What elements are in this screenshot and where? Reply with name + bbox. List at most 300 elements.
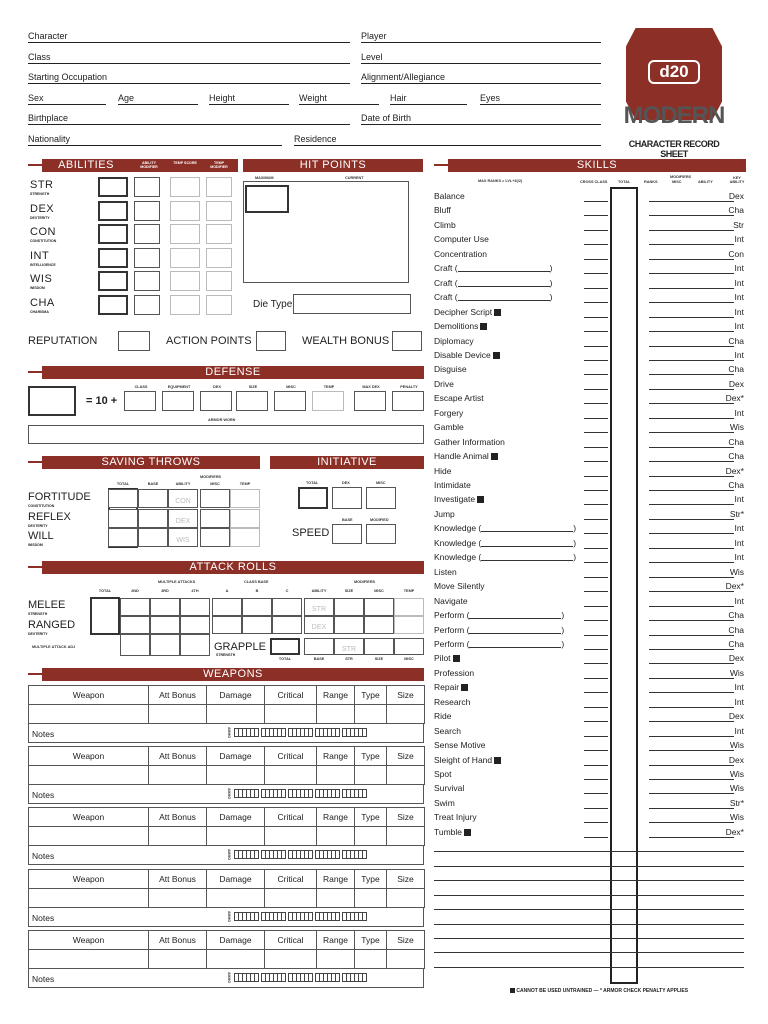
hit-points-title: HIT POINTS <box>243 159 423 172</box>
defense-input-3[interactable] <box>236 391 268 411</box>
skill-row[interactable] <box>434 536 744 551</box>
header-field-13[interactable] <box>361 124 601 125</box>
init-dex-input[interactable] <box>332 487 362 509</box>
ability-modifier-input[interactable] <box>134 271 160 291</box>
grapple-cell[interactable] <box>334 638 364 655</box>
temp-modifier-input[interactable] <box>206 177 232 197</box>
ability-abbr-5: CHA <box>30 296 55 309</box>
weapon-value-cell[interactable] <box>148 949 207 969</box>
skill-row[interactable] <box>434 290 744 305</box>
grapple-cell[interactable] <box>304 638 334 655</box>
skill-key-ability-41: Wis <box>729 783 744 794</box>
weapon-value-cell[interactable] <box>264 765 317 785</box>
weapon-value-cell[interactable] <box>148 765 207 785</box>
save-cell[interactable] <box>138 528 168 547</box>
weapon-value-cell[interactable] <box>206 704 265 724</box>
skill-name-wrap <box>434 726 461 736</box>
defense-input-5[interactable] <box>312 391 344 411</box>
weapon-value-cell[interactable] <box>354 704 387 724</box>
skill-row[interactable] <box>434 478 744 493</box>
header-field-2[interactable] <box>28 63 350 64</box>
temp-modifier-input[interactable] <box>206 224 232 244</box>
ability-modifier-input[interactable] <box>134 224 160 244</box>
defense-total-input[interactable] <box>28 386 76 416</box>
skill-mod-line <box>649 403 734 404</box>
attack-cell[interactable] <box>120 616 150 634</box>
save-cell[interactable] <box>108 489 138 508</box>
skill-name-wrap <box>434 697 470 707</box>
skill-cross-class-line <box>584 432 608 433</box>
ability-modifier-input[interactable] <box>134 177 160 197</box>
ammo-box[interactable] <box>281 912 286 921</box>
weapon-notes[interactable] <box>28 784 424 804</box>
weapon-header-cell <box>386 869 425 889</box>
save-cell[interactable] <box>200 528 230 547</box>
weapon-value-cell[interactable] <box>28 888 149 908</box>
ability-score-input[interactable] <box>98 248 128 268</box>
weapon-value-cell[interactable] <box>316 704 355 724</box>
ammo-box[interactable] <box>308 973 313 982</box>
weapon-value-cell[interactable] <box>354 949 387 969</box>
skill-specialty-input[interactable] <box>458 279 550 287</box>
save-cell[interactable] <box>200 489 230 508</box>
header-field-11[interactable] <box>480 104 601 105</box>
blank-skill-line[interactable] <box>434 967 744 968</box>
skill-row[interactable] <box>434 709 744 724</box>
skill-name-6: Craft ( <box>434 277 458 288</box>
skill-row[interactable] <box>434 203 744 218</box>
ammo-tracker[interactable] <box>235 850 370 859</box>
grapple-cell[interactable] <box>364 638 394 655</box>
defense-input-7[interactable] <box>392 391 424 411</box>
skills-footer-text: CANNOT BE USED UNTRAINED — * ARMOR CHECK PENALTY APPLIES <box>516 988 689 994</box>
header-field-3[interactable] <box>361 63 601 64</box>
temp-score-input[interactable] <box>170 271 200 291</box>
save-cell[interactable] <box>168 489 198 508</box>
weapon-col-6: Size <box>397 690 414 700</box>
hp-max-input[interactable] <box>245 185 289 213</box>
untrained-marker-icon <box>494 309 501 316</box>
save-cell[interactable] <box>230 489 260 508</box>
weapon-value-cell[interactable] <box>28 826 149 846</box>
skill-row[interactable] <box>434 435 744 450</box>
skill-row[interactable] <box>434 608 744 623</box>
header-field-0[interactable] <box>28 42 350 43</box>
speed-modified-input[interactable] <box>366 524 396 544</box>
skill-name-8: Decipher Script <box>434 306 493 317</box>
skill-row[interactable] <box>434 666 744 681</box>
blank-skill-line[interactable] <box>434 866 744 867</box>
save-cell[interactable] <box>138 509 168 528</box>
defense-input-2[interactable] <box>200 391 232 411</box>
skill-row[interactable] <box>434 276 744 291</box>
weapon-value-cell[interactable] <box>386 765 425 785</box>
weapon-value-cell[interactable] <box>264 704 317 724</box>
skill-row[interactable] <box>434 464 744 479</box>
save-cell[interactable] <box>168 528 198 547</box>
save-cell[interactable] <box>230 528 260 547</box>
weapon-value-cell[interactable] <box>264 826 317 846</box>
weapon-notes[interactable] <box>28 723 424 743</box>
ammo-box[interactable] <box>254 789 259 798</box>
ammo-tracker[interactable] <box>235 912 370 921</box>
skill-name-36: Ride <box>434 711 452 722</box>
skill-row[interactable] <box>434 521 744 536</box>
header-field-8[interactable] <box>209 104 289 105</box>
skill-name-wrap <box>434 393 484 403</box>
wealth-bonus-label: WEALTH BONUS <box>302 335 390 347</box>
save-cell[interactable] <box>168 509 198 528</box>
skill-row[interactable] <box>434 247 744 262</box>
multiple-attacks-label: MULTIPLE ATTACKS <box>158 580 196 584</box>
skill-key-ability-36: Dex <box>728 711 744 722</box>
skill-row[interactable] <box>434 507 744 522</box>
skill-row[interactable] <box>434 695 744 710</box>
untrained-marker-icon <box>461 684 468 691</box>
skill-mod-line <box>649 317 734 318</box>
untrained-marker-icon <box>477 496 484 503</box>
skill-row[interactable] <box>434 738 744 753</box>
save-cell[interactable] <box>200 509 230 528</box>
skill-row[interactable] <box>434 781 744 796</box>
grapple-total-input[interactable] <box>270 638 300 655</box>
defense-input-1[interactable] <box>162 391 194 411</box>
attack-cell[interactable] <box>242 616 272 634</box>
header-field-5[interactable] <box>361 83 601 84</box>
attack-cell[interactable] <box>364 616 394 634</box>
header-field-14[interactable] <box>28 145 282 146</box>
skill-row[interactable] <box>434 305 744 320</box>
blank-skill-line[interactable] <box>434 952 744 953</box>
skill-row[interactable] <box>434 377 744 392</box>
temp-score-input[interactable] <box>170 248 200 268</box>
attack-cell[interactable] <box>180 616 210 634</box>
ammo-box[interactable] <box>335 728 340 737</box>
attack-cell[interactable] <box>212 598 242 616</box>
attack-cell[interactable] <box>304 616 334 634</box>
skill-row[interactable] <box>434 594 744 609</box>
temp-score-input[interactable] <box>170 295 200 315</box>
attack-cell[interactable] <box>150 598 180 616</box>
ammo-box[interactable] <box>335 789 340 798</box>
header-field-10[interactable] <box>390 104 467 105</box>
skill-name-13: Drive <box>434 378 454 389</box>
skill-row[interactable] <box>434 637 744 652</box>
weapon-value-cell[interactable] <box>264 888 317 908</box>
action-points-input[interactable] <box>256 331 286 351</box>
blank-skill-line[interactable] <box>434 938 744 939</box>
skill-specialty-input[interactable] <box>469 626 561 634</box>
ranged-sub: DEXTERITY <box>28 632 48 636</box>
skill-row[interactable] <box>434 362 744 377</box>
skill-row[interactable] <box>434 391 744 406</box>
blank-skill-line[interactable] <box>434 851 744 852</box>
skill-mod-line <box>649 432 734 433</box>
temp-score-input[interactable] <box>170 201 200 221</box>
ammo-box[interactable] <box>335 912 340 921</box>
ammo-box[interactable] <box>335 973 340 982</box>
multiple-attack-adj-input[interactable] <box>120 634 150 656</box>
ammo-box[interactable] <box>308 850 313 859</box>
skill-row[interactable] <box>434 492 744 507</box>
attack-cell[interactable] <box>394 598 424 616</box>
attack-cell[interactable] <box>334 616 364 634</box>
weapon-value-cell[interactable] <box>264 949 317 969</box>
skill-cross-class-line <box>584 692 608 693</box>
skill-cross-class-line <box>584 230 608 231</box>
weapon-value-cell[interactable] <box>148 888 207 908</box>
weapon-value-cell[interactable] <box>316 765 355 785</box>
ability-score-input[interactable] <box>98 177 128 197</box>
weapon-value-cell[interactable] <box>316 826 355 846</box>
skill-cross-class-line <box>584 765 608 766</box>
header-field-15[interactable] <box>294 145 601 146</box>
ammo-box[interactable] <box>254 973 259 982</box>
weapon-col-4: Range <box>322 812 349 823</box>
skill-row[interactable] <box>434 680 744 695</box>
defense-col-1: EQUIPMENT <box>167 385 191 389</box>
temp-modifier-input[interactable] <box>206 295 232 315</box>
header-field-12[interactable] <box>28 124 350 125</box>
ammo-box[interactable] <box>362 728 367 737</box>
attack-cell[interactable] <box>334 598 364 616</box>
attack-cell[interactable] <box>272 616 302 634</box>
skill-row[interactable] <box>434 753 744 768</box>
ammo-box[interactable] <box>362 789 367 798</box>
ammo-tracker[interactable] <box>235 973 370 982</box>
skill-row[interactable] <box>434 218 744 233</box>
skill-row[interactable] <box>434 579 744 594</box>
skill-row[interactable] <box>434 565 744 580</box>
blank-skill-line[interactable] <box>434 924 744 925</box>
attack-cell[interactable] <box>394 616 424 634</box>
weapon-value-cell[interactable] <box>354 826 387 846</box>
skill-name-14: Escape Artist <box>434 393 484 404</box>
skill-row[interactable] <box>434 406 744 421</box>
logo-brand: MODERN <box>623 102 725 129</box>
ammo-box[interactable] <box>362 850 367 859</box>
skill-mod-line <box>649 750 734 751</box>
ammo-box[interactable] <box>254 912 259 921</box>
init-misc-input[interactable] <box>366 487 396 509</box>
die-type-input[interactable] <box>293 294 411 314</box>
ammo-box[interactable] <box>254 850 259 859</box>
multiple-attack-adj-input[interactable] <box>180 634 210 656</box>
skill-specialty-input[interactable] <box>458 264 550 272</box>
ammo-box[interactable] <box>362 912 367 921</box>
weapon-value-cell[interactable] <box>206 949 265 969</box>
header-label-5: Alignment/Allegiance <box>361 72 448 82</box>
header-field-4[interactable] <box>28 83 350 84</box>
ammo-box[interactable] <box>281 850 286 859</box>
ability-sub-3: INTELLIGENCE <box>30 262 56 267</box>
skills-col-ability: ABILITY <box>698 180 713 184</box>
skill-name-wrap <box>434 466 451 476</box>
skill-mod-line <box>649 765 734 766</box>
ammo-box[interactable] <box>254 728 259 737</box>
skill-row[interactable] <box>434 796 744 811</box>
ammo-group <box>262 850 286 859</box>
ammo-box[interactable] <box>362 973 367 982</box>
header-field-7[interactable] <box>118 104 198 105</box>
defense-input-0[interactable] <box>124 391 156 411</box>
temp-score-input[interactable] <box>170 224 200 244</box>
attack-cell[interactable] <box>212 616 242 634</box>
weapon-col-2: Damage <box>219 690 252 700</box>
weapon-value-cell[interactable] <box>386 704 425 724</box>
ability-score-input[interactable] <box>98 271 128 291</box>
weapon-value-cell[interactable] <box>28 765 149 785</box>
skill-name-wrap <box>434 205 451 215</box>
weapon-value-cell[interactable] <box>28 949 149 969</box>
weapon-value-cell[interactable] <box>148 826 207 846</box>
speed-base-input[interactable] <box>332 524 362 544</box>
skill-row[interactable] <box>434 319 744 334</box>
skill-row[interactable] <box>434 623 744 638</box>
skill-row[interactable] <box>434 449 744 464</box>
temp-score-input[interactable] <box>170 177 200 197</box>
weapon-notes[interactable] <box>28 845 424 865</box>
ability-score-input[interactable] <box>98 295 128 315</box>
skill-row[interactable] <box>434 232 744 247</box>
armor-worn-input[interactable] <box>28 425 424 444</box>
weapon-value-cell[interactable] <box>386 826 425 846</box>
attack-cell[interactable] <box>304 598 334 616</box>
skill-name-wrap <box>434 827 471 837</box>
weapon-value-cell[interactable] <box>206 826 265 846</box>
init-total-input[interactable] <box>298 487 328 509</box>
multiple-attack-adj-input[interactable] <box>150 634 180 656</box>
ammo-tracker[interactable] <box>235 728 370 737</box>
skill-cross-class-line <box>584 519 608 520</box>
ability-modifier-input[interactable] <box>134 248 160 268</box>
skill-row[interactable] <box>434 189 744 204</box>
defense-input-6[interactable] <box>354 391 386 411</box>
weapon-value-cell[interactable] <box>148 704 207 724</box>
skill-name-wrap: Knowledge ( ) <box>434 537 577 548</box>
blank-skill-line[interactable] <box>434 909 744 910</box>
reputation-input[interactable] <box>118 331 150 351</box>
grapple-cell[interactable] <box>394 638 424 655</box>
skill-row[interactable] <box>434 420 744 435</box>
attack-cell[interactable] <box>180 598 210 616</box>
temp-modifier-input[interactable] <box>206 271 232 291</box>
skill-name-wrap <box>434 422 464 432</box>
skill-mod-line <box>649 259 734 260</box>
skill-row[interactable] <box>434 724 744 739</box>
save-cell[interactable] <box>230 509 260 528</box>
weapon-notes[interactable] <box>28 907 424 927</box>
attack-cell[interactable] <box>272 598 302 616</box>
ammo-label: AMMO <box>227 788 231 800</box>
header-field-6[interactable] <box>28 104 106 105</box>
weapon-value-cell[interactable] <box>316 888 355 908</box>
skill-row[interactable] <box>434 810 744 825</box>
skill-name-10: Diplomacy <box>434 335 474 346</box>
skill-specialty-input[interactable] <box>469 640 561 648</box>
skill-cross-class-line <box>584 374 608 375</box>
weapon-value-cell[interactable] <box>28 704 149 724</box>
attack-cell[interactable] <box>364 598 394 616</box>
ammo-box[interactable] <box>308 912 313 921</box>
ammo-box[interactable] <box>281 789 286 798</box>
ammo-box[interactable] <box>308 789 313 798</box>
header-field-1[interactable] <box>361 42 601 43</box>
skill-specialty-input[interactable] <box>469 611 561 619</box>
skills-footer <box>508 988 688 994</box>
skill-specialty-input[interactable] <box>458 293 550 301</box>
skill-specialty-input[interactable] <box>481 553 573 561</box>
weapon-value-cell[interactable] <box>206 888 265 908</box>
ammo-group <box>289 850 313 859</box>
skill-row[interactable] <box>434 550 744 565</box>
save-cell[interactable] <box>138 489 168 508</box>
skill-specialty-input[interactable] <box>481 539 573 547</box>
attack-ability-0: STR <box>312 606 326 613</box>
skill-cross-class-line <box>584 244 608 245</box>
weapon-value-cell[interactable] <box>354 765 387 785</box>
attack-cell[interactable] <box>242 598 272 616</box>
skill-mod-line <box>649 302 734 303</box>
weapon-block <box>28 869 424 929</box>
save-cell[interactable] <box>108 528 138 547</box>
ammo-box[interactable] <box>281 973 286 982</box>
ammo-box[interactable] <box>335 850 340 859</box>
skill-row[interactable] <box>434 767 744 782</box>
ammo-box[interactable] <box>281 728 286 737</box>
ability-modifier-input[interactable] <box>134 295 160 315</box>
skill-row[interactable] <box>434 651 744 666</box>
defense-input-4[interactable] <box>274 391 306 411</box>
skill-row[interactable] <box>434 825 744 840</box>
skill-mod-line <box>649 591 734 592</box>
skill-row[interactable] <box>434 334 744 349</box>
weapon-value-cell[interactable] <box>386 949 425 969</box>
skill-row[interactable] <box>434 348 744 363</box>
temp-modifier-input[interactable] <box>206 248 232 268</box>
ability-score-input[interactable] <box>98 224 128 244</box>
skill-row[interactable] <box>434 261 744 276</box>
header-field-9[interactable] <box>299 104 379 105</box>
ammo-tracker[interactable] <box>235 789 370 798</box>
weapon-block <box>28 685 424 745</box>
temp-modifier-input[interactable] <box>206 201 232 221</box>
ammo-box[interactable] <box>308 728 313 737</box>
ability-modifier-input[interactable] <box>134 201 160 221</box>
weapon-value-cell[interactable] <box>316 949 355 969</box>
weapon-value-cell[interactable] <box>354 888 387 908</box>
weapon-notes[interactable] <box>28 968 424 988</box>
blank-skill-line[interactable] <box>434 880 744 881</box>
attack-cell[interactable] <box>120 598 150 616</box>
skill-specialty-input[interactable] <box>481 524 573 532</box>
weapon-value-cell[interactable] <box>386 888 425 908</box>
ability-score-input[interactable] <box>98 201 128 221</box>
skill-cross-class-line <box>584 649 608 650</box>
header-label-9: Weight <box>299 93 330 103</box>
blank-skill-line[interactable] <box>434 895 744 896</box>
skill-name-9: Demolitions <box>434 321 479 332</box>
wealth-bonus-input[interactable] <box>392 331 422 351</box>
attack-cell[interactable] <box>150 616 180 634</box>
save-cell[interactable] <box>108 509 138 528</box>
skill-name-1: Bluff <box>434 205 451 216</box>
skill-name-wrap <box>434 249 487 259</box>
skill-cross-class-line <box>584 822 608 823</box>
skill-key-ability-6: Int <box>734 277 744 288</box>
weapon-value-cell[interactable] <box>206 765 265 785</box>
ammo-group <box>343 973 367 982</box>
